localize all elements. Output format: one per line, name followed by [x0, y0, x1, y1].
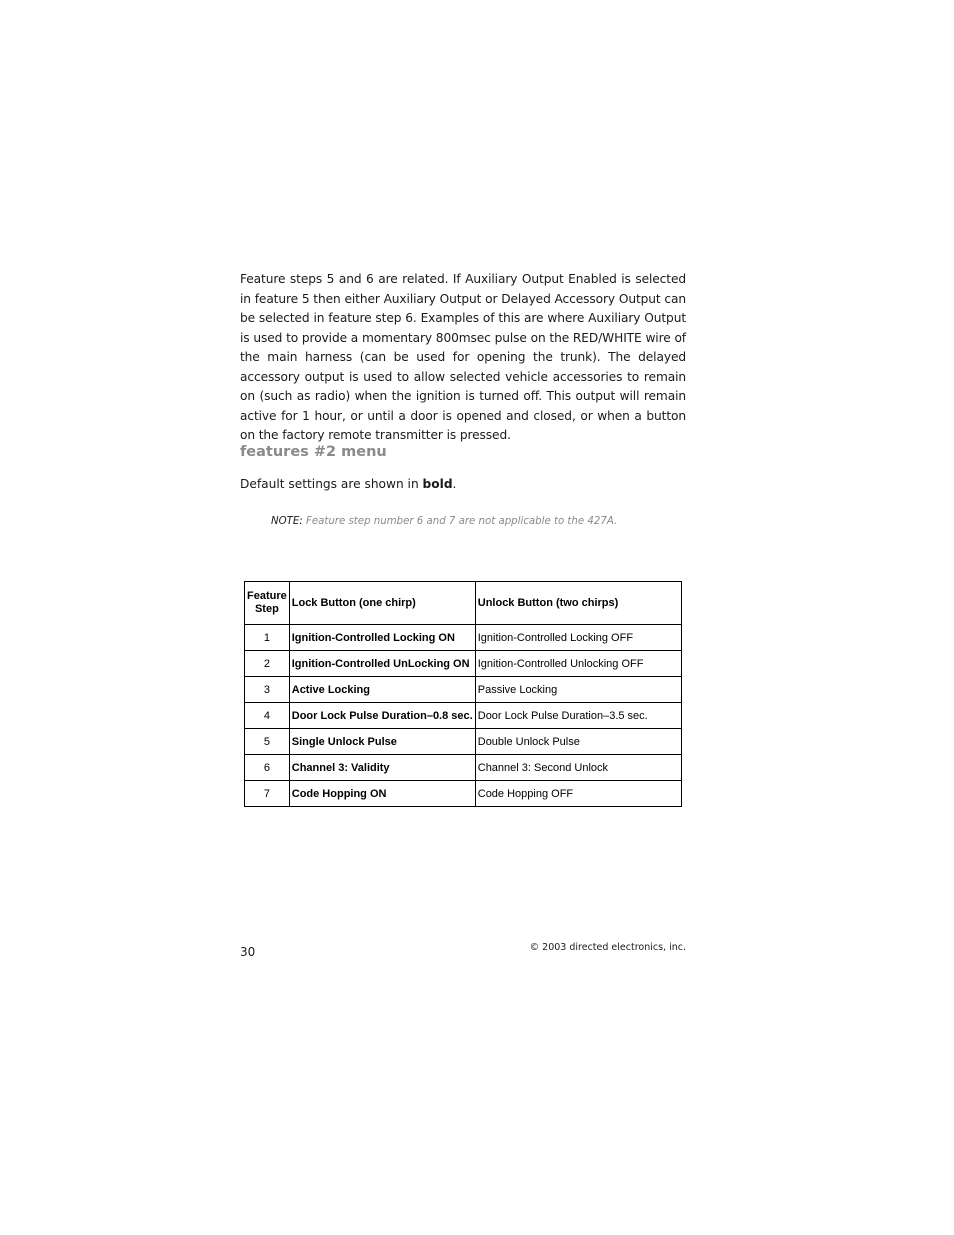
- row-lock-setting: Ignition-Controlled Locking ON: [289, 625, 475, 651]
- row-unlock-setting: Ignition-Controlled Locking OFF: [475, 625, 681, 651]
- default-note-suffix: .: [452, 477, 457, 491]
- default-note-prefix: Default settings are shown in: [240, 477, 423, 491]
- row-step: 3: [245, 677, 290, 703]
- row-unlock-setting: Door Lock Pulse Duration–3.5 sec.: [475, 703, 681, 729]
- note: [271, 516, 617, 527]
- row-step: 4: [245, 703, 290, 729]
- table-row: [245, 625, 682, 651]
- table-header-row: [245, 582, 682, 625]
- table-row: [245, 677, 682, 703]
- page-number: 30: [240, 945, 256, 959]
- row-step: 7: [245, 781, 290, 807]
- features-table: [244, 581, 682, 807]
- default-note-bold-word: bold: [422, 477, 453, 491]
- row-lock-setting: Active Locking: [289, 677, 475, 703]
- row-step: 5: [245, 729, 290, 755]
- row-step: 6: [245, 755, 290, 781]
- note-text: Feature step number 6 and 7 are not applicable to the 427A.: [305, 516, 618, 527]
- row-lock-setting: Door Lock Pulse Duration–0.8 sec.: [289, 703, 475, 729]
- row-step: 1: [245, 625, 290, 651]
- intro-paragraph: Feature steps 5 and 6 are related. If Auxiliary Output Enabled is selected in feature 5 then either Auxiliary Output or Delayed Accessory Output can be selected in feature step 6. Examples of this are where Auxiliary Output is used to provide a momentary 800msec pulse on the RED/WHITE wire of the main harness (can be used for opening the trunk). The delayed accessory output is used to allow selected vehicle accessories to remain on (such as radio) when the ignition is turned off. This output will remain active for 1 hour, or until a door is opened and closed, or when a button on the factory remote transmitter is pressed.: [240, 272, 686, 442]
- row-lock-setting: Ignition-Controlled UnLocking ON: [289, 651, 475, 677]
- table-row: [245, 703, 682, 729]
- table-row: [245, 729, 682, 755]
- header-lock-button: Lock Button (one chirp): [289, 582, 475, 625]
- row-lock-setting: Single Unlock Pulse: [289, 729, 475, 755]
- row-unlock-setting: Channel 3: Second Unlock: [475, 755, 681, 781]
- row-unlock-setting: Code Hopping OFF: [475, 781, 681, 807]
- section-heading: features #2 menu: [240, 444, 387, 460]
- row-step: 2: [245, 651, 290, 677]
- table-row: [245, 781, 682, 807]
- row-lock-setting: Channel 3: Validity: [289, 755, 475, 781]
- header-feature-step: Feature Step: [245, 582, 290, 625]
- row-unlock-setting: Ignition-Controlled Unlocking OFF: [475, 651, 681, 677]
- row-lock-setting: Code Hopping ON: [289, 781, 475, 807]
- row-unlock-setting: Double Unlock Pulse: [475, 729, 681, 755]
- table-row: [245, 755, 682, 781]
- row-unlock-setting: Passive Locking: [475, 677, 681, 703]
- table-row: [245, 651, 682, 677]
- note-label: NOTE:: [271, 516, 303, 527]
- copyright-notice: © 2003 directed electronics, inc.: [529, 942, 686, 953]
- header-unlock-button: Unlock Button (two chirps): [475, 582, 681, 625]
- default-settings-note: [240, 477, 456, 491]
